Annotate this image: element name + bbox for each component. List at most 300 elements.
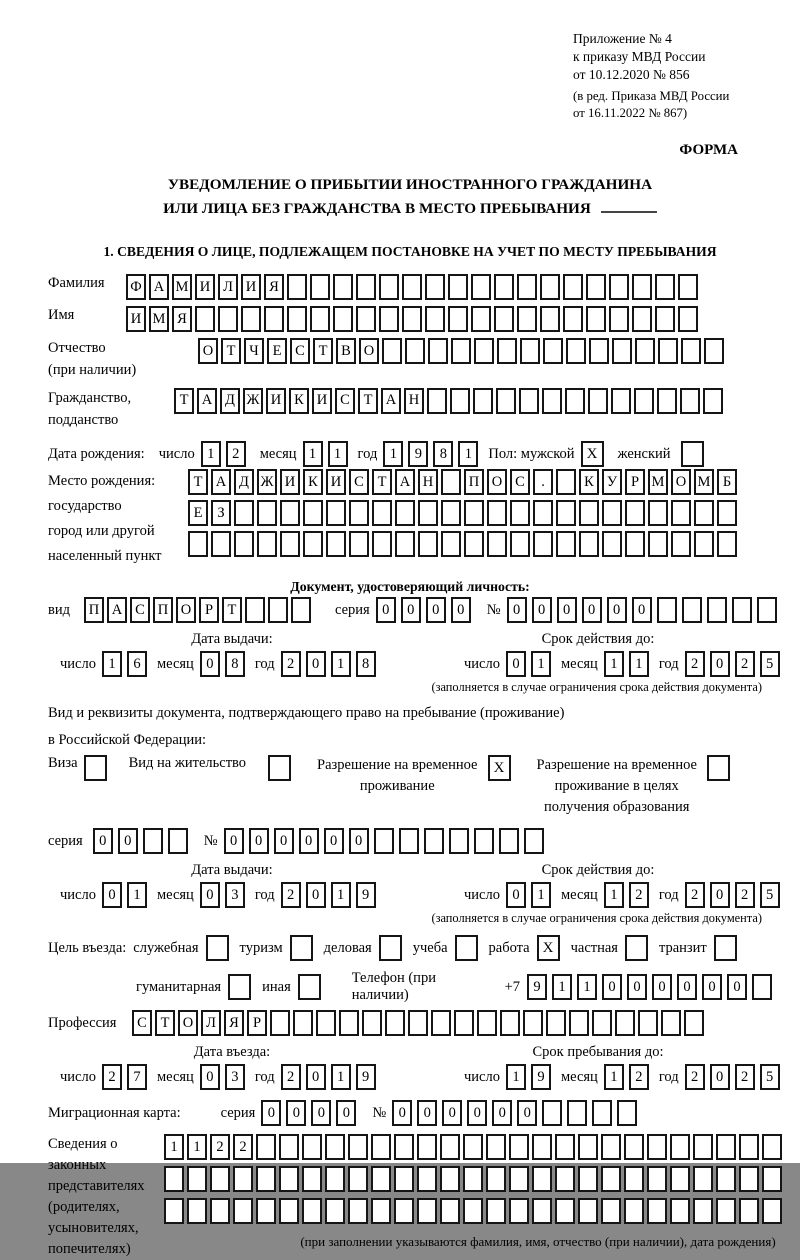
char-cell[interactable] <box>520 338 540 364</box>
char-cell[interactable]: 6 <box>127 651 147 677</box>
char-cell[interactable] <box>519 388 539 414</box>
char-cell[interactable] <box>399 828 419 854</box>
char-cell[interactable]: О <box>487 469 507 495</box>
char-cell[interactable] <box>303 531 323 557</box>
char-cell[interactable]: Т <box>221 338 241 364</box>
char-cell[interactable] <box>448 306 468 332</box>
char-cell[interactable]: 0 <box>401 597 421 623</box>
char-cell[interactable]: Р <box>625 469 645 495</box>
char-cell[interactable] <box>463 1198 483 1224</box>
purpose-work-checkbox[interactable]: X <box>537 935 560 961</box>
char-cell[interactable] <box>374 828 394 854</box>
char-cell[interactable]: 0 <box>442 1100 462 1126</box>
char-cell[interactable] <box>757 597 777 623</box>
char-cell[interactable] <box>302 1134 322 1160</box>
char-cell[interactable] <box>402 306 422 332</box>
char-cell[interactable] <box>542 388 562 414</box>
char-cell[interactable] <box>693 1198 713 1224</box>
char-cell[interactable] <box>655 274 675 300</box>
char-cell[interactable] <box>658 338 678 364</box>
char-cell[interactable] <box>448 274 468 300</box>
char-cell[interactable]: 8 <box>225 651 245 677</box>
char-cell[interactable] <box>556 500 576 526</box>
char-cell[interactable] <box>348 1198 368 1224</box>
char-cell[interactable] <box>211 531 231 557</box>
char-cell[interactable] <box>678 306 698 332</box>
char-cell[interactable] <box>417 1134 437 1160</box>
char-cell[interactable] <box>408 1010 428 1036</box>
char-cell[interactable] <box>586 274 606 300</box>
char-cell[interactable]: 8 <box>356 651 376 677</box>
char-cell[interactable] <box>647 1134 667 1160</box>
char-cell[interactable]: Т <box>222 597 242 623</box>
char-cell[interactable]: 0 <box>392 1100 412 1126</box>
char-cell[interactable]: 8 <box>433 441 453 467</box>
char-cell[interactable] <box>532 1166 552 1192</box>
char-cell[interactable] <box>634 388 654 414</box>
char-cell[interactable] <box>592 1100 612 1126</box>
char-cell[interactable]: Т <box>174 388 194 414</box>
char-cell[interactable] <box>349 531 369 557</box>
char-cell[interactable]: 2 <box>210 1134 230 1160</box>
purpose-private-checkbox[interactable] <box>625 935 648 961</box>
char-cell[interactable] <box>647 1166 667 1192</box>
char-cell[interactable]: 1 <box>102 651 122 677</box>
char-cell[interactable]: 0 <box>652 974 672 1000</box>
char-cell[interactable] <box>499 828 519 854</box>
char-cell[interactable] <box>635 338 655 364</box>
char-cell[interactable] <box>524 828 544 854</box>
char-cell[interactable]: 0 <box>376 597 396 623</box>
char-cell[interactable] <box>693 1134 713 1160</box>
char-cell[interactable]: 2 <box>735 882 755 908</box>
char-cell[interactable]: Ж <box>243 388 263 414</box>
char-cell[interactable] <box>356 306 376 332</box>
char-cell[interactable] <box>704 338 724 364</box>
char-cell[interactable]: 0 <box>426 597 446 623</box>
char-cell[interactable] <box>601 1166 621 1192</box>
char-cell[interactable]: 2 <box>226 441 246 467</box>
char-cell[interactable] <box>648 531 668 557</box>
char-cell[interactable] <box>394 1134 414 1160</box>
char-cell[interactable]: Я <box>224 1010 244 1036</box>
char-cell[interactable] <box>188 531 208 557</box>
char-cell[interactable]: Т <box>313 338 333 364</box>
char-cell[interactable]: 0 <box>607 597 627 623</box>
char-cell[interactable] <box>372 531 392 557</box>
char-cell[interactable] <box>233 1198 253 1224</box>
char-cell[interactable] <box>279 1134 299 1160</box>
char-cell[interactable]: А <box>107 597 127 623</box>
char-cell[interactable] <box>486 1198 506 1224</box>
char-cell[interactable]: 2 <box>685 882 705 908</box>
char-cell[interactable] <box>632 306 652 332</box>
char-cell[interactable]: 0 <box>324 828 344 854</box>
char-cell[interactable] <box>302 1166 322 1192</box>
char-cell[interactable] <box>589 338 609 364</box>
char-cell[interactable] <box>717 500 737 526</box>
char-cell[interactable] <box>168 828 188 854</box>
char-cell[interactable]: 0 <box>311 1100 331 1126</box>
char-cell[interactable] <box>601 1134 621 1160</box>
char-cell[interactable]: 0 <box>710 1064 730 1090</box>
residence-permit-checkbox[interactable] <box>268 755 291 781</box>
char-cell[interactable]: Ж <box>257 469 277 495</box>
char-cell[interactable] <box>424 828 444 854</box>
char-cell[interactable]: С <box>349 469 369 495</box>
char-cell[interactable]: К <box>289 388 309 414</box>
char-cell[interactable]: О <box>178 1010 198 1036</box>
char-cell[interactable]: И <box>280 469 300 495</box>
purpose-business-checkbox[interactable] <box>206 935 229 961</box>
char-cell[interactable] <box>270 1010 290 1036</box>
char-cell[interactable] <box>671 531 691 557</box>
char-cell[interactable]: 0 <box>677 974 697 1000</box>
char-cell[interactable] <box>303 500 323 526</box>
char-cell[interactable] <box>394 1198 414 1224</box>
char-cell[interactable]: Н <box>418 469 438 495</box>
char-cell[interactable]: Я <box>172 306 192 332</box>
char-cell[interactable] <box>681 338 701 364</box>
purpose-transit-checkbox[interactable] <box>714 935 737 961</box>
char-cell[interactable]: В <box>336 338 356 364</box>
char-cell[interactable] <box>418 500 438 526</box>
char-cell[interactable]: 2 <box>629 882 649 908</box>
char-cell[interactable]: 2 <box>685 651 705 677</box>
char-cell[interactable]: 0 <box>417 1100 437 1126</box>
char-cell[interactable] <box>427 388 447 414</box>
char-cell[interactable] <box>494 274 514 300</box>
char-cell[interactable]: П <box>464 469 484 495</box>
char-cell[interactable] <box>612 338 632 364</box>
char-cell[interactable]: Т <box>188 469 208 495</box>
char-cell[interactable]: 0 <box>299 828 319 854</box>
char-cell[interactable]: 0 <box>627 974 647 1000</box>
char-cell[interactable]: 0 <box>727 974 747 1000</box>
char-cell[interactable] <box>602 531 622 557</box>
char-cell[interactable]: 0 <box>582 597 602 623</box>
char-cell[interactable] <box>279 1198 299 1224</box>
char-cell[interactable] <box>349 500 369 526</box>
char-cell[interactable] <box>625 531 645 557</box>
char-cell[interactable]: 0 <box>349 828 369 854</box>
char-cell[interactable] <box>417 1198 437 1224</box>
char-cell[interactable]: И <box>126 306 146 332</box>
char-cell[interactable] <box>592 1010 612 1036</box>
char-cell[interactable] <box>450 388 470 414</box>
char-cell[interactable]: 0 <box>507 597 527 623</box>
char-cell[interactable] <box>379 274 399 300</box>
char-cell[interactable] <box>624 1166 644 1192</box>
char-cell[interactable] <box>578 1166 598 1192</box>
char-cell[interactable]: 1 <box>552 974 572 1000</box>
char-cell[interactable] <box>477 1010 497 1036</box>
char-cell[interactable] <box>671 500 691 526</box>
char-cell[interactable] <box>218 306 238 332</box>
char-cell[interactable] <box>395 531 415 557</box>
char-cell[interactable]: 0 <box>532 597 552 623</box>
char-cell[interactable]: А <box>211 469 231 495</box>
char-cell[interactable] <box>703 388 723 414</box>
char-cell[interactable] <box>563 306 583 332</box>
char-cell[interactable]: 9 <box>356 882 376 908</box>
char-cell[interactable] <box>280 500 300 526</box>
char-cell[interactable] <box>293 1010 313 1036</box>
char-cell[interactable] <box>310 306 330 332</box>
char-cell[interactable] <box>395 500 415 526</box>
char-cell[interactable]: 0 <box>274 828 294 854</box>
char-cell[interactable]: 1 <box>604 651 624 677</box>
char-cell[interactable] <box>532 1198 552 1224</box>
visa-checkbox[interactable] <box>84 755 107 781</box>
char-cell[interactable] <box>523 1010 543 1036</box>
char-cell[interactable]: О <box>176 597 196 623</box>
char-cell[interactable] <box>533 531 553 557</box>
char-cell[interactable]: 0 <box>710 882 730 908</box>
char-cell[interactable] <box>372 500 392 526</box>
char-cell[interactable]: 2 <box>102 1064 122 1090</box>
char-cell[interactable]: 1 <box>629 651 649 677</box>
char-cell[interactable] <box>451 338 471 364</box>
char-cell[interactable] <box>517 274 537 300</box>
char-cell[interactable] <box>143 828 163 854</box>
char-cell[interactable] <box>555 1166 575 1192</box>
char-cell[interactable] <box>532 1134 552 1160</box>
char-cell[interactable]: С <box>130 597 150 623</box>
char-cell[interactable] <box>509 1134 529 1160</box>
char-cell[interactable] <box>762 1166 782 1192</box>
char-cell[interactable] <box>717 531 737 557</box>
char-cell[interactable] <box>326 531 346 557</box>
char-cell[interactable] <box>187 1166 207 1192</box>
char-cell[interactable]: М <box>149 306 169 332</box>
char-cell[interactable] <box>257 500 277 526</box>
char-cell[interactable] <box>257 531 277 557</box>
char-cell[interactable] <box>441 500 461 526</box>
char-cell[interactable] <box>694 531 714 557</box>
char-cell[interactable] <box>454 1010 474 1036</box>
char-cell[interactable]: 1 <box>331 651 351 677</box>
char-cell[interactable] <box>569 1010 589 1036</box>
char-cell[interactable]: 0 <box>506 651 526 677</box>
char-cell[interactable] <box>348 1166 368 1192</box>
char-cell[interactable]: 0 <box>200 882 220 908</box>
char-cell[interactable] <box>540 306 560 332</box>
char-cell[interactable] <box>517 306 537 332</box>
char-cell[interactable] <box>325 1134 345 1160</box>
char-cell[interactable] <box>287 306 307 332</box>
char-cell[interactable] <box>333 306 353 332</box>
char-cell[interactable]: М <box>172 274 192 300</box>
char-cell[interactable]: О <box>671 469 691 495</box>
char-cell[interactable]: 1 <box>604 1064 624 1090</box>
char-cell[interactable] <box>316 1010 336 1036</box>
char-cell[interactable]: 0 <box>286 1100 306 1126</box>
char-cell[interactable] <box>440 1166 460 1192</box>
char-cell[interactable] <box>752 974 772 1000</box>
char-cell[interactable] <box>739 1198 759 1224</box>
char-cell[interactable] <box>555 1134 575 1160</box>
char-cell[interactable] <box>707 597 727 623</box>
char-cell[interactable] <box>463 1166 483 1192</box>
char-cell[interactable]: Е <box>267 338 287 364</box>
char-cell[interactable] <box>440 1198 460 1224</box>
char-cell[interactable]: 0 <box>200 1064 220 1090</box>
char-cell[interactable]: К <box>303 469 323 495</box>
char-cell[interactable] <box>497 338 517 364</box>
char-cell[interactable] <box>487 500 507 526</box>
char-cell[interactable] <box>486 1166 506 1192</box>
char-cell[interactable] <box>739 1134 759 1160</box>
char-cell[interactable] <box>762 1198 782 1224</box>
char-cell[interactable] <box>210 1166 230 1192</box>
char-cell[interactable] <box>371 1198 391 1224</box>
char-cell[interactable] <box>647 1198 667 1224</box>
char-cell[interactable]: 0 <box>451 597 471 623</box>
char-cell[interactable]: 0 <box>224 828 244 854</box>
char-cell[interactable]: И <box>266 388 286 414</box>
char-cell[interactable] <box>579 500 599 526</box>
char-cell[interactable] <box>425 274 445 300</box>
char-cell[interactable] <box>417 1166 437 1192</box>
char-cell[interactable] <box>280 531 300 557</box>
char-cell[interactable]: 3 <box>225 882 245 908</box>
char-cell[interactable]: Л <box>218 274 238 300</box>
char-cell[interactable] <box>609 306 629 332</box>
char-cell[interactable]: 1 <box>531 882 551 908</box>
char-cell[interactable] <box>670 1166 690 1192</box>
char-cell[interactable] <box>565 388 585 414</box>
purpose-other-checkbox[interactable] <box>298 974 321 1000</box>
char-cell[interactable]: 0 <box>710 651 730 677</box>
char-cell[interactable] <box>500 1010 520 1036</box>
char-cell[interactable] <box>371 1134 391 1160</box>
char-cell[interactable] <box>578 1198 598 1224</box>
char-cell[interactable] <box>510 500 530 526</box>
char-cell[interactable]: 0 <box>118 828 138 854</box>
char-cell[interactable] <box>463 1134 483 1160</box>
char-cell[interactable] <box>657 388 677 414</box>
purpose-study-checkbox[interactable] <box>455 935 478 961</box>
char-cell[interactable]: С <box>132 1010 152 1036</box>
char-cell[interactable] <box>471 306 491 332</box>
char-cell[interactable] <box>195 306 215 332</box>
char-cell[interactable] <box>657 597 677 623</box>
char-cell[interactable]: С <box>510 469 530 495</box>
char-cell[interactable] <box>543 338 563 364</box>
char-cell[interactable] <box>670 1134 690 1160</box>
char-cell[interactable] <box>546 1010 566 1036</box>
char-cell[interactable] <box>579 531 599 557</box>
char-cell[interactable] <box>333 274 353 300</box>
char-cell[interactable] <box>471 274 491 300</box>
char-cell[interactable] <box>264 306 284 332</box>
char-cell[interactable]: 2 <box>735 651 755 677</box>
temp-residence-checkbox[interactable]: X <box>488 755 511 781</box>
char-cell[interactable]: 0 <box>306 1064 326 1090</box>
char-cell[interactable] <box>241 306 261 332</box>
char-cell[interactable] <box>732 597 752 623</box>
char-cell[interactable] <box>739 1166 759 1192</box>
char-cell[interactable]: 2 <box>685 1064 705 1090</box>
char-cell[interactable]: 0 <box>306 882 326 908</box>
char-cell[interactable]: 2 <box>281 882 301 908</box>
char-cell[interactable] <box>379 306 399 332</box>
char-cell[interactable]: 1 <box>604 882 624 908</box>
char-cell[interactable]: С <box>335 388 355 414</box>
edu-residence-checkbox[interactable] <box>707 755 730 781</box>
char-cell[interactable] <box>496 388 516 414</box>
char-cell[interactable] <box>601 1198 621 1224</box>
char-cell[interactable]: Т <box>372 469 392 495</box>
char-cell[interactable]: Д <box>220 388 240 414</box>
char-cell[interactable]: 0 <box>467 1100 487 1126</box>
char-cell[interactable] <box>164 1166 184 1192</box>
char-cell[interactable] <box>588 388 608 414</box>
char-cell[interactable] <box>464 500 484 526</box>
char-cell[interactable]: 9 <box>527 974 547 1000</box>
char-cell[interactable]: Я <box>264 274 284 300</box>
char-cell[interactable]: Н <box>404 388 424 414</box>
char-cell[interactable]: Б <box>717 469 737 495</box>
char-cell[interactable]: 0 <box>306 651 326 677</box>
char-cell[interactable] <box>302 1198 322 1224</box>
char-cell[interactable] <box>602 500 622 526</box>
char-cell[interactable]: 0 <box>506 882 526 908</box>
char-cell[interactable] <box>487 531 507 557</box>
char-cell[interactable] <box>474 828 494 854</box>
char-cell[interactable]: 0 <box>261 1100 281 1126</box>
char-cell[interactable]: Ч <box>244 338 264 364</box>
char-cell[interactable]: П <box>153 597 173 623</box>
char-cell[interactable] <box>655 306 675 332</box>
char-cell[interactable]: 0 <box>702 974 722 1000</box>
char-cell[interactable] <box>418 531 438 557</box>
char-cell[interactable] <box>648 500 668 526</box>
char-cell[interactable]: 1 <box>383 441 403 467</box>
char-cell[interactable] <box>339 1010 359 1036</box>
char-cell[interactable] <box>494 306 514 332</box>
purpose-humanitarian-checkbox[interactable] <box>228 974 251 1000</box>
char-cell[interactable] <box>428 338 448 364</box>
char-cell[interactable] <box>624 1198 644 1224</box>
char-cell[interactable]: 2 <box>281 1064 301 1090</box>
char-cell[interactable]: 0 <box>632 597 652 623</box>
char-cell[interactable] <box>556 531 576 557</box>
sex-male-checkbox[interactable]: X <box>581 441 604 467</box>
char-cell[interactable]: 5 <box>760 1064 780 1090</box>
char-cell[interactable] <box>441 531 461 557</box>
char-cell[interactable] <box>394 1166 414 1192</box>
char-cell[interactable]: Ф <box>126 274 146 300</box>
char-cell[interactable]: 2 <box>735 1064 755 1090</box>
char-cell[interactable] <box>233 1166 253 1192</box>
char-cell[interactable] <box>615 1010 635 1036</box>
char-cell[interactable]: А <box>197 388 217 414</box>
char-cell[interactable] <box>325 1198 345 1224</box>
char-cell[interactable]: 7 <box>127 1064 147 1090</box>
char-cell[interactable]: Р <box>247 1010 267 1036</box>
char-cell[interactable]: О <box>359 338 379 364</box>
char-cell[interactable]: И <box>312 388 332 414</box>
char-cell[interactable] <box>542 1100 562 1126</box>
char-cell[interactable] <box>716 1134 736 1160</box>
char-cell[interactable] <box>678 274 698 300</box>
char-cell[interactable] <box>762 1134 782 1160</box>
char-cell[interactable] <box>187 1198 207 1224</box>
char-cell[interactable] <box>431 1010 451 1036</box>
char-cell[interactable]: 0 <box>336 1100 356 1126</box>
